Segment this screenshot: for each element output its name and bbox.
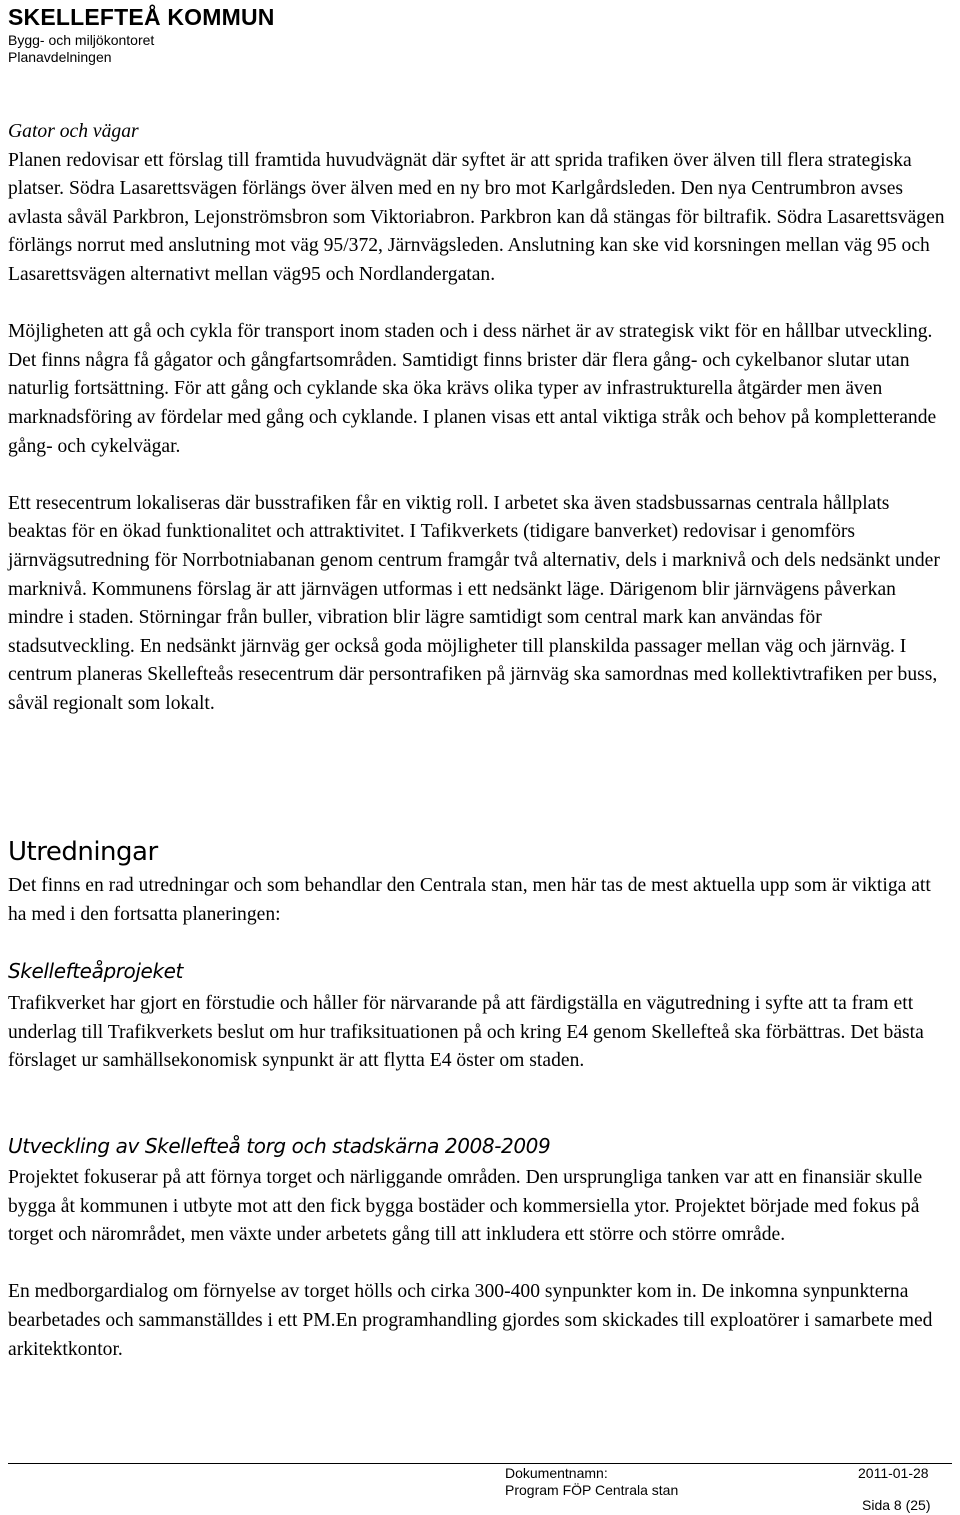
footer-date: 2011-01-28 (858, 1465, 929, 1481)
footer-page-number: Sida 8 (25) (862, 1497, 931, 1513)
footer-document-name: Program FÖP Centrala stan (505, 1482, 679, 1498)
paragraph-gator-2: Möjligheten att gå och cykla för transport inom staden och i dess närhet är av strategisk vikt för en hållbar utveckling. Det finns några få gågator och gångfartsområden. Samtidigt finns brister där flera gång- och cykelbanor slutar utan naturlig fortsättning. För att gång och cyklande ska öka krävs olika typer av infrastrukturella åtgärder men även marknadsföring av fördelar med gång och cyklande. I planen visas ett antal viktiga stråk och behov på kompletterande gång- och cykelvägar. (8, 321, 937, 457)
header-unit: Planavdelningen (8, 49, 112, 65)
heading-torg-och-stadskarna: Utveckling av Skellefteå torg och stadskärna 2008-2009 (8, 1134, 551, 1158)
section-skelleftea-projekt (8, 990, 953, 1076)
footer-document-label: Dokumentnamn: (505, 1465, 608, 1481)
section-utredningar-intro (8, 872, 953, 929)
section-title-gator: Gator och vägar (8, 121, 139, 142)
paragraph-utredningar-intro: Det finns en rad utredningar och som behandlar den Centrala stan, men här tas de mest aktuella upp som är viktiga att ha med i den fortsatta planeringen: (8, 875, 931, 925)
paragraph-torg-1: Projektet fokuserar på att förnya torget och närliggande områden. Den ursprungliga tanken var att en finansiär skulle bygga åt kommunen i utbyte mot att den fick bygga bostäder och kommersiella ytor. Projektet började med fokus på torget och närområdet, men växte under arbetets gång till att inkludera ett större och större område. (8, 1167, 923, 1246)
paragraph-gator-3: Ett resecentrum lokaliseras där busstrafiken får en viktig roll. I arbetet ska även stadsbussarnas centrala hållplats beaktas för en ökad funktionalitet och attraktivitet. I Tafikverkets (tidigare banverket) redovisar i genomförs järnvägsutredning för Norrbotniabanan genom centrum framgår två alternativ, dels i marknivå och dels nedsänkt under marknivå. Kommunens förslag är att järnvägen utformas i ett nedsänkt läge. Därigenom blir järnvägens påverkan mindre i staden. Störningar från buller, vibration blir lägre samtidigt som central mark kan användas för stadsutveckling. En nedsänkt järnväg ger också goda möjligheter till planskilda passager mellan väg och järnväg. I centrum planeras Skellefteås resecentrum där persontrafiken på järnväg ska samordnas med kollektivtrafiken per buss, såväl regionalt som lokalt. (8, 492, 940, 714)
section-gator-och-vagar (8, 118, 953, 718)
footer-divider (8, 1463, 952, 1464)
paragraph-skelleftea-projekt: Trafikverket har gjort en förstudie och håller för närvarande på att färdigställa en vägutredning i syfte att ta fram ett underlag till Trafikverkets beslut om hur trafiksituationen på och kring E4 genom Skellefteå ska förbättras. Det bästa förslaget ur samhällsekonomisk synpunkt är att flytta E4 öster om staden. (8, 993, 924, 1072)
heading-utredningar: Utredningar (8, 837, 158, 867)
header-organization: SKELLEFTEÅ KOMMUN (8, 4, 275, 30)
heading-skelleftea-projekt: Skellefteåprojeket (8, 959, 183, 983)
section-torg-och-stadskarna (8, 1164, 953, 1364)
paragraph-torg-2: En medborgardialog om förnyelse av torget hölls och cirka 300-400 synpunkter kom in. De inkomna synpunkterna bearbetades och sammanställdes i ett PM.En programhandling gjordes som skickades till exploatörer i samarbete med arkitektkontor. (8, 1281, 933, 1360)
paragraph-gator-1: Planen redovisar ett förslag till framtida huvudvägnät där syftet är att sprida trafiken över älven till flera strategiska platser. Södra Lasarettsvägen förlängs över älven med en ny bro mot Karlgårdsleden. Den nya Centrumbron avses avlasta såväl Parkbron, Lejonströmsbron som Viktoriabron. Parkbron kan då stängas för biltrafik. Södra Lasarettsvägen förlängs norrut med anslutning mot väg 95/372, Järnvägsleden. Anslutning kan ske vid korsningen mellan väg 95 och Lasarettsvägen alternativt mellan väg95 och Nordlandergatan. (8, 149, 945, 285)
header-department: Bygg- och miljökontoret (8, 32, 155, 48)
